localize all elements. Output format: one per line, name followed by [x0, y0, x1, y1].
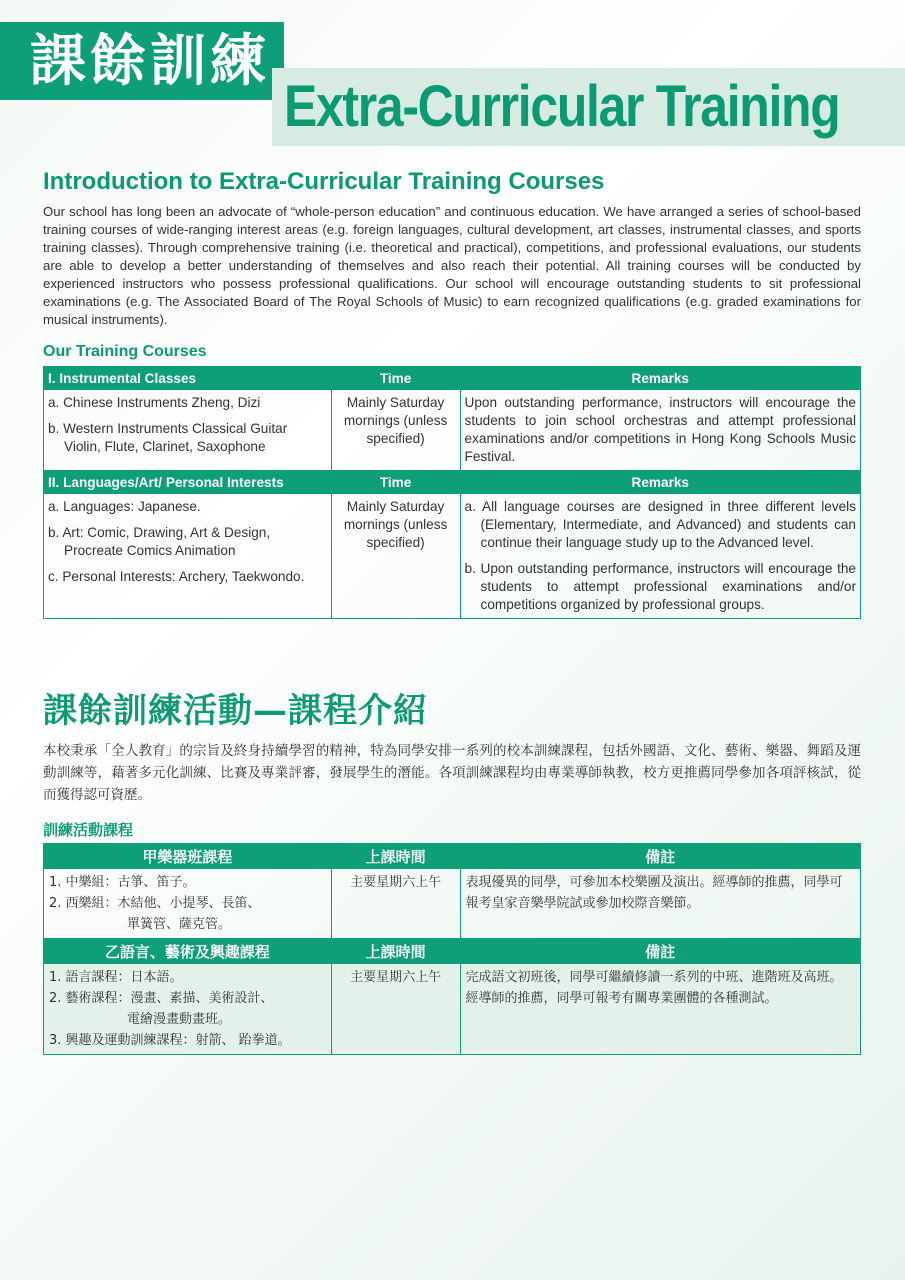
courses-heading: Our Training Courses: [43, 343, 207, 360]
remarks-header: Remarks: [460, 367, 860, 390]
english-courses-table: [43, 366, 861, 619]
time-header: Time: [331, 471, 460, 494]
time-cell: 主要星期六上午: [331, 964, 460, 1055]
time-cell: 主要星期六上午: [331, 869, 460, 939]
chinese-title: 課餘訓練: [30, 28, 270, 94]
english-title: Extra-Curricular Training: [284, 74, 840, 139]
list-item: 單簧管、薩克管。: [127, 917, 232, 932]
chinese-courses-heading: 訓練活動課程: [43, 821, 134, 839]
list-item: a. Languages: Japanese.: [48, 499, 201, 514]
list-item: b. Upon outstanding performance, instructors will encourage the students to attempt professional examinations and/or competitions organized by professional groups.: [464, 561, 856, 612]
list-item: 3. 興趣及運動訓練課程：射箭、 跆拳道。: [49, 1033, 291, 1048]
list-item: a. All language courses are designed in three different levels (Elementary, Intermediate, and Advanced) and students can continue their language study up to the Advanced level.: [464, 499, 856, 550]
chinese-intro-heading: 課餘訓練活動—課程介紹: [43, 691, 428, 731]
remarks-line: 完成語文初班後，同學可繼續修讀一系列的中班、進階班及高班。: [465, 970, 843, 985]
chinese-title-banner: [0, 22, 284, 100]
table-row: [44, 494, 861, 619]
list-item: 2. 西樂組：木結他、小提琴、長笛、: [49, 896, 261, 911]
time-header: 上課時間: [331, 939, 460, 964]
chinese-courses-table: [43, 843, 861, 1055]
list-item: 電繪漫畫動畫班。: [127, 1012, 232, 1027]
list-item: c. Personal Interests: Archery, Taekwondo.: [48, 569, 305, 584]
table-row: [44, 869, 861, 939]
table-header-row: [44, 367, 861, 390]
remarks-cell: Upon outstanding performance, instructors will encourage the students to join school orchestras and attempt professional examinations and/or competitions in Hong Kong Schools Music Festival.: [460, 390, 860, 471]
section1-header: I. Instrumental Classes: [44, 367, 332, 390]
section2-header: 乙語言、藝術及興趣課程: [44, 939, 332, 964]
chinese-intro-paragraph: 本校秉承「全人教育」的宗旨及終身持續學習的精神，特為同學安排一系列的校本訓練課程，包括外國語、文化、藝術、樂器、舞蹈及運動訓練等，藉著多元化訓練、比賽及專業評審，發展學生的潛能。各項訓練課程均由專業導師執教，校方更推薦同學參加各項評核試，從而獲得認可資歷。: [43, 743, 861, 803]
list-item: b. Western Instruments Classical Guitar Violin, Flute, Clarinet, Saxophone: [48, 421, 288, 454]
list-item: 1. 中樂組：古箏、笛子。: [49, 875, 196, 890]
time-cell: Mainly Saturday mornings (unless specified): [331, 494, 460, 619]
table-row: [44, 390, 861, 471]
intro-heading: Introduction to Extra-Curricular Training Courses: [43, 168, 605, 195]
table-header-row: [44, 844, 861, 869]
section1-header: 甲樂器班課程: [44, 844, 332, 869]
remarks-header: Remarks: [460, 471, 860, 494]
table-header-row: [44, 471, 861, 494]
table-header-row: [44, 939, 861, 964]
remarks-cell: 表現優異的同學，可參加本校樂團及演出。經導師的推薦，同學可報考皇家音樂學院試或參加校際音樂節。: [460, 869, 860, 939]
section2-header: II. Languages/Art/ Personal Interests: [44, 471, 332, 494]
intro-paragraph: Our school has long been an advocate of “whole-person education” and continuous education. We have arranged a series of school-based training courses of wide-ranging interest areas (e.g. foreign languages, cultural development, art classes, instrumental classes, and sports training classes). Through comprehensive training (i.e. theoretical and practical), competitions, and professional evaluations, our students are able to develop a better understanding of themselves and also reach their potential. All training courses will be conducted by experienced instructors who possess professional qualifications. Our school will encourage outstanding students to sit professional examinations (e.g. The Associated Board of The Royal Schools of Music) to earn recognized qualifications (e.g. graded examinations for musical instruments).: [43, 204, 861, 327]
list-item: 2. 藝術課程：漫畫、素描、美術設計、: [49, 991, 274, 1006]
list-item: 1. 語言課程：日本語。: [49, 970, 183, 985]
time-header: 上課時間: [331, 844, 460, 869]
table-row: [44, 964, 861, 1055]
list-item: b. Art: Comic, Drawing, Art & Design, Procreate Comics Animation: [48, 525, 271, 558]
list-item: a. Chinese Instruments Zheng, Dizi: [48, 395, 261, 410]
time-cell: Mainly Saturday mornings (unless specified): [331, 390, 460, 471]
remarks-line: 經導師的推薦，同學可報考有關專業團體的各種測試。: [465, 991, 778, 1006]
time-header: Time: [331, 367, 460, 390]
remarks-header: 備註: [460, 844, 860, 869]
remarks-header: 備註: [460, 939, 860, 964]
